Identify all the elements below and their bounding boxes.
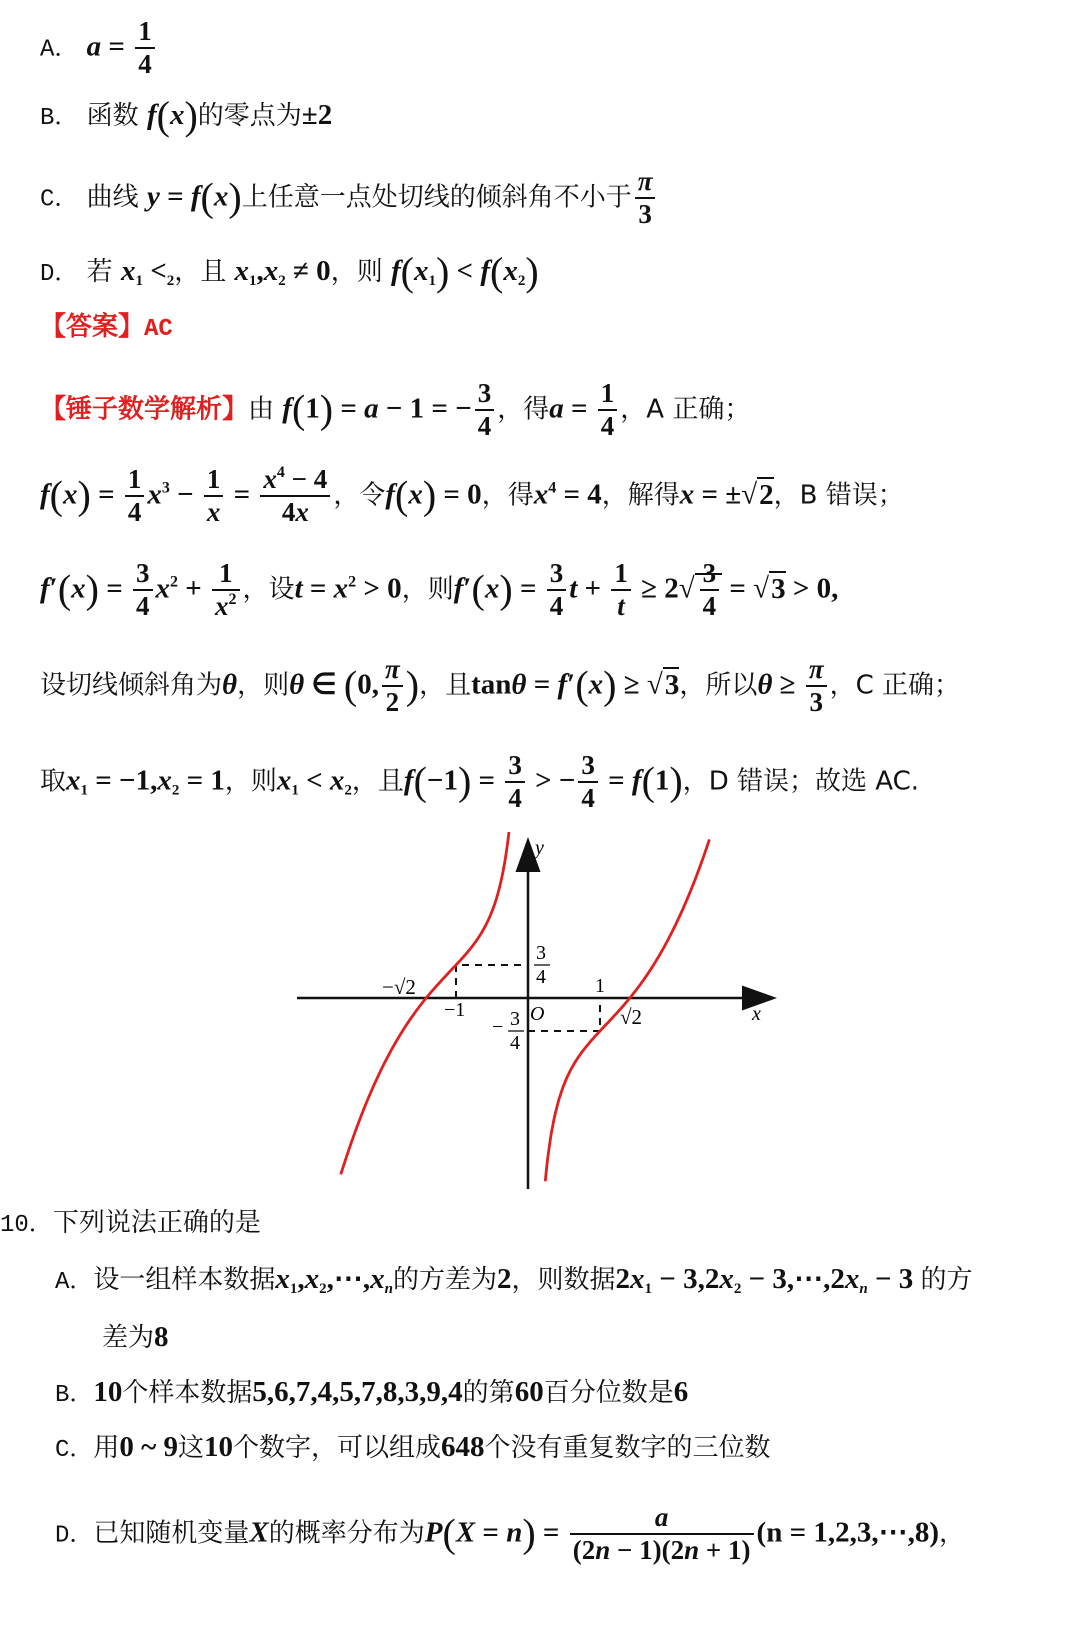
axis-y-label: y — [535, 837, 544, 859]
tick-neg34-num: 3 — [510, 1008, 520, 1030]
option-label: D． — [40, 261, 79, 288]
q10-option-c: C．用0 ~ 9这10个数字，可以组成648个没有重复数字的三位数 — [55, 1431, 771, 1464]
analysis-line-3: f′(x) = $\frac{3}{4}$ $x^2$ + $\frac{1}{x^2}$ ，设$t = x^2 > 0$，则f′(x) = $\frac{3}{4}$ t + $\frac{1}{t}$ ≥ 2√ $\frac{3}{4}$ = √3 > 0, — [40, 558, 839, 622]
option-c: C． 曲线 y = f(x)上任意一点处切线的倾斜角不小于 $\frac{\pi}{3}$ — [40, 166, 658, 230]
option-label: B． — [55, 1382, 94, 1409]
curve-left-branch — [341, 832, 511, 1174]
math-a: a — [86, 30, 102, 63]
tick-1: 1 — [595, 975, 605, 997]
option-label: C． — [40, 186, 79, 214]
q10-option-a-cont: 差为8 — [102, 1321, 169, 1353]
option-b: B． 函数 f(x)的零点为±2 — [40, 93, 333, 138]
option-text: 的零点为 — [197, 101, 302, 131]
tick-sqrt2: √2 — [620, 1005, 643, 1029]
answer-value: AC — [144, 316, 173, 343]
option-label: D． — [55, 1522, 94, 1550]
tick-neg1: −1 — [444, 999, 466, 1021]
tick-34-num: 3 — [536, 942, 546, 964]
tick-34-den: 4 — [536, 966, 546, 988]
axis-x-label: x — [752, 1003, 761, 1025]
analysis-line-4: 设切线倾斜角为θ，则θ ∈ (0, $\frac{\pi}{2}$ )，且tanθ = f′(x) ≥ √3，所以θ ≥ $\frac{\pi}{3}$ ，C 正确； — [40, 654, 960, 718]
option-text: 曲线 — [86, 182, 139, 213]
question-stem: 下列说法正确的是 — [52, 1208, 261, 1238]
analysis-line-5: 取$x_1 = -1,x_2 = 1$，则$x_1 < x_2$，且f(−1) = $\frac{3}{4}$ > − $\frac{3}{4}$ = f(1)，D 错误；故选 AC. — [40, 750, 920, 814]
guide-neg1 — [456, 965, 528, 998]
q10-option-b: B．10个样本数据5,6,7,4,5,7,8,3,9,4的第60百分位数是6 — [55, 1376, 689, 1409]
option-label: A． — [55, 1269, 94, 1296]
zero-value: ±2 — [301, 99, 333, 131]
question-number: 10． — [0, 1212, 53, 1239]
origin-label: O — [530, 1003, 545, 1025]
answer-line — [40, 314, 173, 342]
option-text: 函数 — [86, 101, 139, 131]
q10-stem — [0, 1210, 261, 1238]
option-a: A． a = $\frac{1}{4}$ — [40, 16, 158, 80]
q10-option-a: A．设一组样本数据$x_1,x_2,\cdots,x_n$的方差为2，则数据$2x_1 - 3,2x_2$ − $3,\cdots,2x_n - 3$ 的方 — [55, 1263, 973, 1297]
option-text: 上任意一点处切线的倾斜角不小于 — [241, 182, 632, 213]
tick-neg34-den: 4 — [510, 1032, 520, 1054]
fraction-pi-3: $\frac{\pi}{3}$ — [635, 166, 656, 230]
option-label: C． — [55, 1437, 94, 1464]
option-d: D． 若 $x_1 <_2$，且 $x_1,x_2 \ne 0$，则 $f(x_1) < f(x_2)$ — [40, 249, 539, 294]
answer-tag: 【答案】 — [40, 312, 145, 342]
option-label: A． — [40, 36, 79, 64]
analysis-line-2: f(x) = $\frac{1}{4}$ $x^3$ − $\frac{1}{x}$ = $\frac{x^4 - 4}{4x}$ ，令f(x) = 0，得$x^4 = 4$，解得x = ±√2，B 错误； — [40, 464, 904, 528]
analysis-tag: 【锤子数学解析】 — [40, 394, 249, 425]
function-graph — [0, 832, 1080, 1212]
option-label: B． — [40, 105, 79, 132]
q10-option-d: D．已知随机变量X的概率分布为P(X = n) = $\frac{a}{(2n - 1)(2n + 1)}$ (n = 1,2,3,⋯,8)， — [55, 1502, 966, 1566]
tick-neg-sqrt2: −√2 — [382, 975, 416, 999]
analysis-line-1: 【锤子数学解析】由 f(1) = a − 1 = − $\frac{3}{4}$ ，得a = $\frac{1}{4}$ ，A 正确； — [40, 378, 751, 442]
fraction-1-4: $\frac{1}{4}$ — [135, 16, 155, 80]
math-fx: f — [146, 99, 157, 131]
tick-neg34-sign: − — [492, 1016, 504, 1038]
